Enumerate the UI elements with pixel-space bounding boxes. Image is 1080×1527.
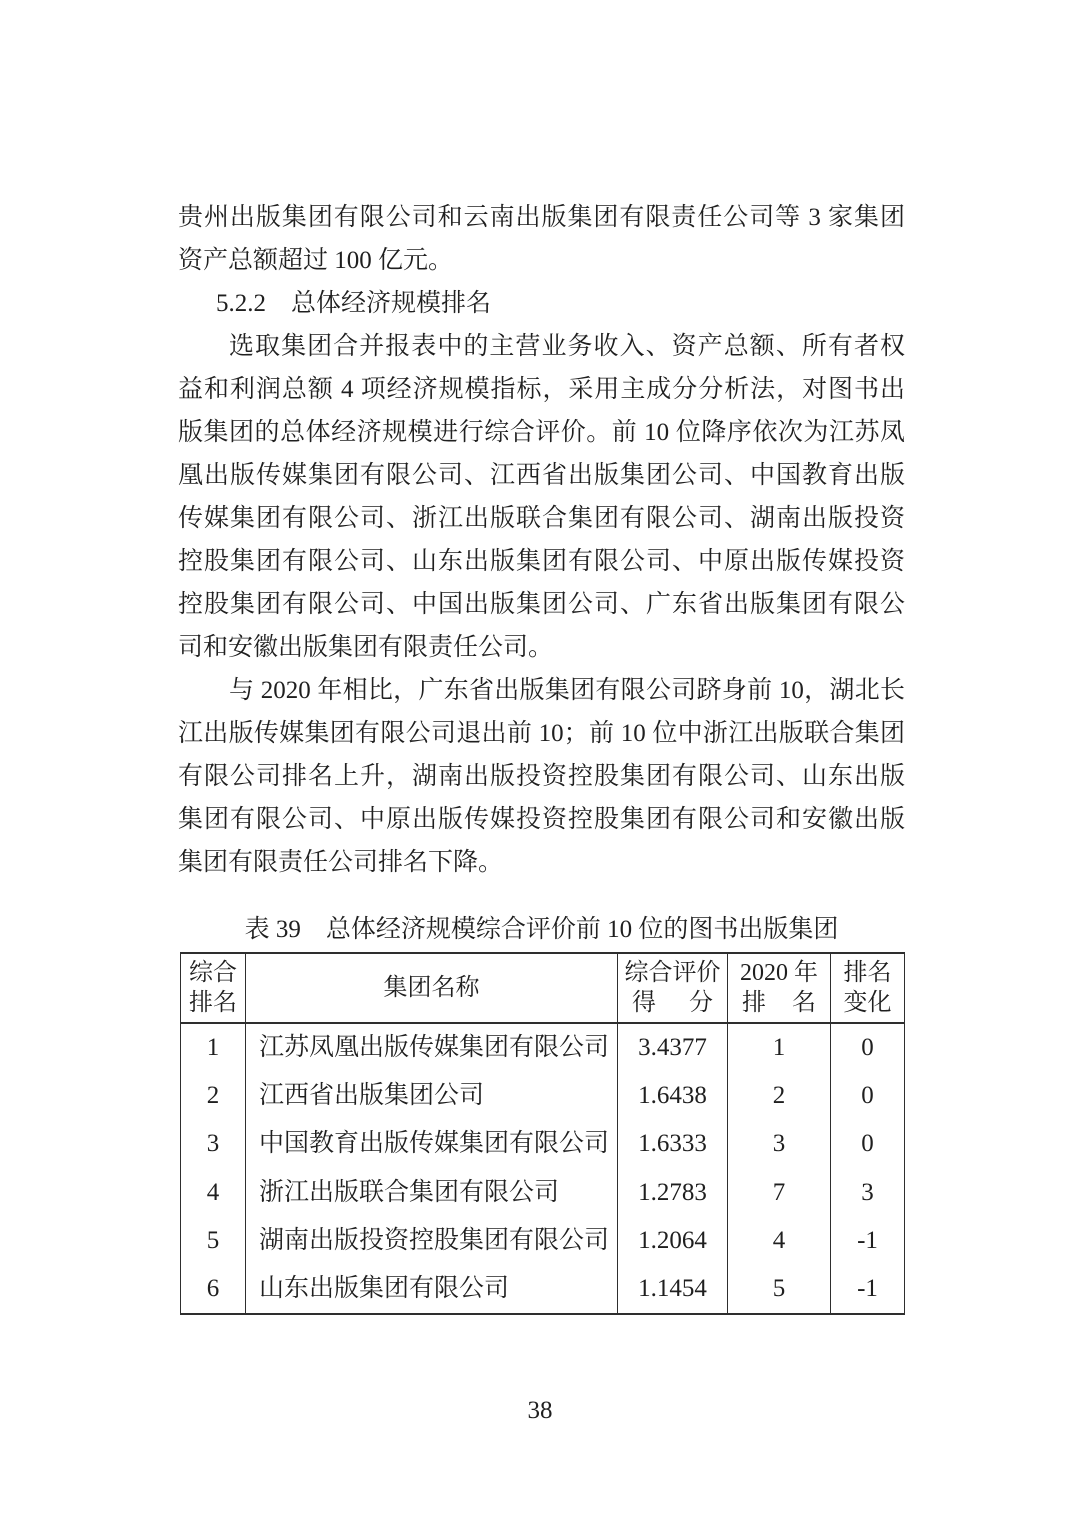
rank-value: 1: [206, 1034, 220, 1062]
section-heading: 5.2.2 总体经济规模排名: [216, 290, 492, 317]
table-row: [181, 1072, 904, 1120]
header-text: 分: [689, 990, 713, 1016]
table-row: [181, 1265, 904, 1313]
paragraph-line: 司和安徽出版集团有限责任公司。: [178, 634, 554, 661]
table-caption: 表 39 总体经济规模综合评价前 10 位的图书出版集团: [244, 916, 839, 943]
rank-value: 3: [206, 1130, 220, 1158]
header-text: 得: [632, 990, 656, 1016]
change-value: -1: [857, 1226, 878, 1254]
change-cell: [831, 1265, 904, 1313]
rank-2020-value: 2: [772, 1082, 786, 1110]
header-text: 排名: [843, 960, 892, 986]
rank-2020-cell: [728, 1024, 831, 1072]
table-row: [181, 1217, 904, 1265]
group-name: 江苏凤凰出版传媒集团有限公司: [259, 1034, 610, 1062]
change-cell: [831, 1217, 904, 1265]
change-value: 0: [861, 1130, 874, 1158]
score-cell: [618, 1217, 728, 1265]
header-rank-change: [831, 954, 904, 1022]
change-cell: [831, 1120, 904, 1168]
rank-2020-value: 7: [772, 1178, 786, 1206]
rank-2020-value: 4: [772, 1226, 786, 1254]
header-text: [728, 988, 830, 1018]
score-value: 1.2783: [638, 1178, 707, 1206]
paragraph-line: 贵州出版集团有限公司和云南出版集团有限责任公司等 3 家集团: [178, 204, 905, 231]
group-name: 湖南出版投资控股集团有限公司: [259, 1226, 610, 1254]
header-text: 综合评价: [624, 960, 721, 986]
header-text: 名: [792, 990, 816, 1016]
group-name-cell: [246, 1265, 618, 1313]
header-2020-rank: [728, 954, 831, 1022]
header-text: 排: [742, 990, 766, 1016]
rank-value: 2: [206, 1082, 220, 1110]
header-text: 集团名称: [383, 975, 480, 1001]
change-value: 0: [861, 1082, 874, 1110]
rank-cell: [181, 1120, 246, 1168]
rank-cell: [181, 1024, 246, 1072]
header-score: [618, 954, 728, 1022]
group-name-cell: [246, 1169, 618, 1217]
change-value: -1: [857, 1274, 878, 1302]
rank-2020-cell: [728, 1072, 831, 1120]
group-name: 浙江出版联合集团有限公司: [259, 1178, 560, 1206]
paragraph-line: 有限公司排名上升，湖南出版投资控股集团有限公司、山东出版: [178, 763, 905, 790]
page-number: 38: [527, 1397, 553, 1424]
paragraph-line: 益和利润总额 4 项经济规模指标，采用主成分分析法，对图书出: [178, 376, 905, 403]
header-text: 2020 年: [740, 960, 818, 986]
rank-cell: [181, 1217, 246, 1265]
header-text: 综合: [189, 960, 237, 986]
score-value: 1.1454: [638, 1274, 707, 1302]
paragraph-line: 江出版传媒集团有限公司退出前 10；前 10 位中浙江出版联合集团: [178, 720, 905, 747]
rank-value: 4: [206, 1178, 220, 1206]
score-value: 3.4377: [638, 1034, 707, 1062]
rank-2020-value: 3: [772, 1130, 786, 1158]
paragraph-line: 与 2020 年相比，广东省出版集团有限公司跻身前 10，湖北长: [229, 677, 905, 704]
table-body: [181, 1024, 904, 1313]
rank-2020-cell: [728, 1217, 831, 1265]
table-row: [181, 1169, 904, 1217]
change-value: 0: [861, 1034, 874, 1062]
rank-value: 5: [206, 1226, 220, 1254]
table-row: [181, 1024, 904, 1072]
header-text: 变化: [843, 990, 892, 1016]
group-name: 江西省出版集团公司: [259, 1082, 485, 1110]
paragraph-line: 传媒集团有限公司、浙江出版联合集团有限公司、湖南出版投资: [178, 505, 905, 532]
rank-2020-cell: [728, 1169, 831, 1217]
paragraph-line: 集团有限责任公司排名下降。: [178, 849, 504, 876]
change-cell: [831, 1169, 904, 1217]
header-group-name: [246, 954, 618, 1022]
score-cell: [618, 1120, 728, 1168]
rank-cell: [181, 1072, 246, 1120]
group-name-cell: [246, 1024, 618, 1072]
paragraph-line: 资产总额超过 100 亿元。: [178, 247, 454, 274]
rank-2020-value: 5: [772, 1274, 786, 1302]
score-value: 1.2064: [638, 1226, 707, 1254]
group-name: 山东出版集团有限公司: [259, 1274, 510, 1302]
score-value: 1.6333: [638, 1130, 707, 1158]
score-cell: [618, 1072, 728, 1120]
table-row: [181, 1120, 904, 1168]
score-cell: [618, 1169, 728, 1217]
score-cell: [618, 1265, 728, 1313]
group-name-cell: [246, 1072, 618, 1120]
rank-2020-value: 1: [772, 1034, 786, 1062]
header-text: [618, 988, 727, 1018]
group-name-cell: [246, 1120, 618, 1168]
header-text: 排名: [189, 990, 237, 1016]
table-header-row: [181, 954, 904, 1024]
group-name: 中国教育出版传媒集团有限公司: [259, 1130, 610, 1158]
ranking-table: [180, 952, 905, 1315]
paragraph-line: 凰出版传媒集团有限公司、江西省出版集团公司、中国教育出版: [178, 462, 905, 489]
rank-2020-cell: [728, 1265, 831, 1313]
paragraph-line: 控股集团有限公司、山东出版集团有限公司、中原出版传媒投资: [178, 548, 905, 575]
change-value: 3: [861, 1178, 874, 1206]
group-name-cell: [246, 1217, 618, 1265]
rank-value: 6: [206, 1274, 220, 1302]
paragraph-line: 控股集团有限公司、中国出版集团公司、广东省出版集团有限公: [178, 591, 905, 618]
rank-cell: [181, 1265, 246, 1313]
rank-2020-cell: [728, 1120, 831, 1168]
change-cell: [831, 1072, 904, 1120]
paragraph-line: 集团有限公司、中原出版传媒投资控股集团有限公司和安徽出版: [178, 806, 905, 833]
change-cell: [831, 1024, 904, 1072]
header-overall-rank: [181, 954, 246, 1022]
paragraph-line: 版集团的总体经济规模进行综合评价。前 10 位降序依次为江苏凤: [178, 419, 905, 446]
paragraph-line: 选取集团合并报表中的主营业务收入、资产总额、所有者权: [229, 333, 905, 360]
rank-cell: [181, 1169, 246, 1217]
score-cell: [618, 1024, 728, 1072]
score-value: 1.6438: [638, 1082, 707, 1110]
body-text: [178, 196, 905, 884]
